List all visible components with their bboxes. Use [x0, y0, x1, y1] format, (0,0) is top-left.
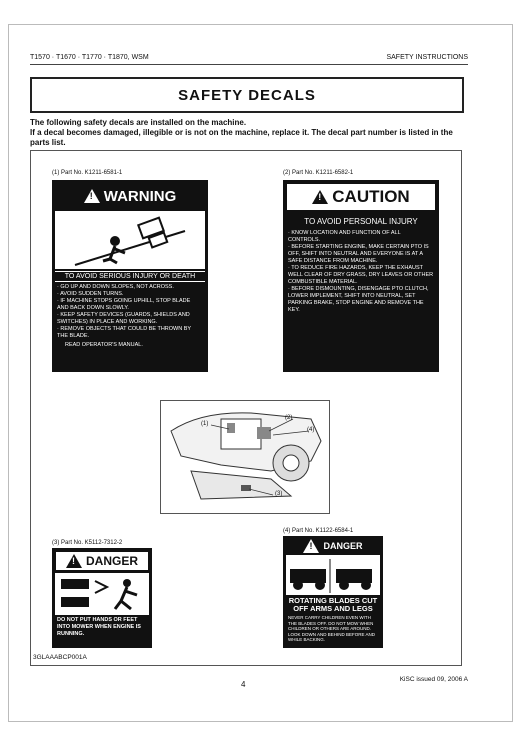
- decal-caution: [283, 180, 439, 372]
- decal-3-signal: DANGER: [85, 554, 138, 568]
- caution-triangle-icon: !: [312, 190, 328, 204]
- header-models: T1570 · T1670 · T1770 · T1870, WSM: [30, 54, 149, 61]
- decal-2-item: · TO REDUCE FIRE HAZARDS, KEEP THE EXHAUST WELL CLEAR OF DRY GRASS, DRY LEAVES OR OTHER COMBUSTIBLE MATERIAL.: [288, 265, 434, 286]
- decal-4-signal: DANGER: [323, 541, 363, 551]
- page-number: 4: [241, 680, 246, 689]
- decal-4-caption: (4) Part No. K1122-6584-1: [283, 528, 354, 534]
- intro-line-1: The following safety decals are installed on the machine.: [30, 118, 247, 127]
- decal-1-signal: WARNING: [103, 187, 177, 205]
- header-rule: [30, 64, 468, 65]
- warning-triangle-icon: !: [84, 189, 100, 203]
- decal-warning: [52, 180, 208, 372]
- issue-label: KiSC issued 09, 2006 A: [399, 676, 468, 683]
- decal-2-item: · BEFORE DISMOUNTING, DISENGAGE PTO CLUTCH, LOWER IMPLEMENT, SHIFT INTO NEUTRAL, SET PARKING BRAKE, STOP ENGINE AND REMOVE THE KEY.: [288, 286, 434, 314]
- decal-2-signal: CAUTION: [332, 187, 410, 206]
- decal-danger-blades: [283, 536, 383, 648]
- intro-text: [30, 118, 470, 148]
- decal-1-item: · REMOVE OBJECTS THAT COULD BE THROWN BY THE BLADE.: [57, 326, 203, 340]
- danger-triangle-icon: !: [303, 539, 319, 553]
- callout-4: (4): [307, 427, 315, 433]
- hand-foot-blade-pictogram: [55, 573, 149, 615]
- decal-2-list: [288, 230, 434, 314]
- decal-4-text: NEVER CARRY CHILDREN EVEN WITH THE BLADES OFF. DO NOT MOW WHEN CHILDREN OR OTHERS ARE AROUND. LOOK DOWN AND BEHIND BEFORE AND WHILE BACKING.: [288, 615, 376, 642]
- decal-3-text: DO NOT PUT HANDS OR FEET INTO MOWER WHEN ENGINE IS RUNNING.: [57, 617, 141, 637]
- decal-2-subtitle: TO AVOID PERSONAL INJURY: [304, 217, 418, 226]
- decal-3-caption: (3) Part No. K5112-7312-2: [52, 540, 123, 546]
- decal-1-signal-bar: [55, 183, 205, 209]
- decal-1-list: [57, 284, 203, 340]
- decal-1-item: · KEEP SAFETY DEVICES (GUARDS, SHIELDS AND SWITCHES) IN PLACE AND WORKING.: [57, 312, 203, 326]
- slope-rollover-pictogram: [55, 211, 205, 269]
- decal-1-item: · GO UP AND DOWN SLOPES, NOT ACROSS.: [57, 284, 203, 291]
- danger-triangle-icon: !: [66, 554, 82, 568]
- decal-2-signal-bar: [286, 183, 436, 211]
- decal-4-signal-bar: [286, 539, 380, 553]
- decal-1-item: · AVOID SUDDEN TURNS.: [57, 291, 203, 298]
- decal-2-caption: (2) Part No. K1211-6582-1: [283, 170, 354, 176]
- decal-2-item: · BEFORE STARTING ENGINE, MAKE CERTAIN PTO IS OFF, SHIFT INTO NEUTRAL AND EVERYONE IS AT A SAFE DISTANCE FROM MACHINE.: [288, 244, 434, 265]
- decal-danger-hands: [52, 548, 152, 648]
- decal-2-item: · KNOW LOCATION AND FUNCTION OF ALL CONTROLS.: [288, 230, 434, 244]
- decal-location-diagram: [160, 400, 330, 514]
- intro-line-2: If a decal becomes damaged, illegible or is not on the machine, replace it. The decal part number is listed in the parts list.: [30, 128, 453, 147]
- figure-code: 3GLAAABCP001A: [33, 654, 87, 661]
- callout-3: (3): [275, 491, 283, 497]
- decal-1-item: · IF MACHINE STOPS GOING UPHILL, STOP BLADE AND BACK DOWN SLOWLY.: [57, 298, 203, 312]
- callout-2: (2): [285, 415, 293, 421]
- decal-1-caption: (1) Part No. K1211-6581-1: [52, 170, 123, 176]
- decal-1-subtitle: TO AVOID SERIOUS INJURY OR DEATH: [55, 271, 205, 282]
- decal-4-headline: ROTATING BLADES CUT OFF ARMS AND LEGS: [288, 596, 378, 613]
- decal-1-footer: READ OPERATOR'S MANUAL.: [65, 342, 143, 348]
- mower-children-pictogram: [286, 555, 380, 595]
- callout-1: (1): [201, 421, 209, 427]
- page-title: SAFETY DECALS: [30, 77, 464, 113]
- header-section: SAFETY INSTRUCTIONS: [386, 54, 468, 61]
- decal-3-signal-bar: [55, 551, 149, 571]
